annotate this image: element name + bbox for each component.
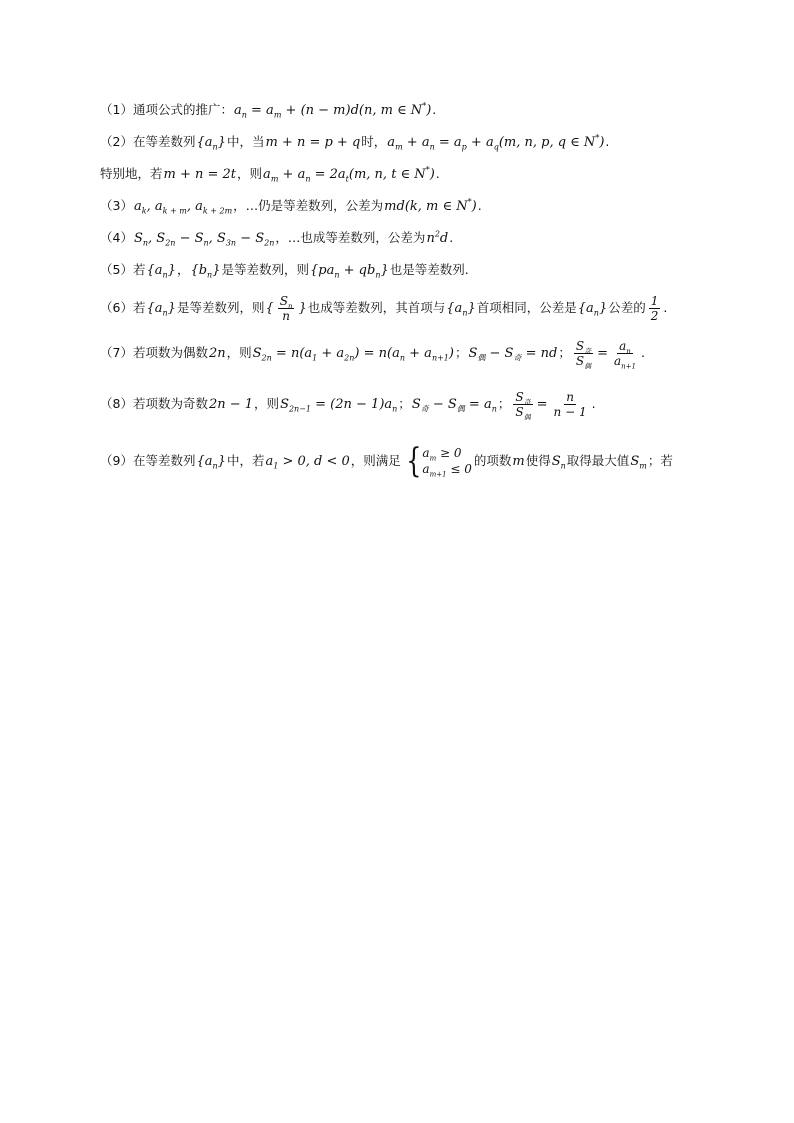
formula: $\{pa_n + qb_n\}$ <box>310 262 389 280</box>
formula: $a_m + a_n = 2a_t(m$, n, t ∈ N*) <box>263 165 435 184</box>
fraction-one-half: $\frac{1}{2}$ <box>650 293 659 323</box>
formula: $S_n$, $S_{2n} - S_n$, $S_{3n} - S_{2n}$ <box>133 230 275 248</box>
item-number: （8） <box>100 395 133 411</box>
formula: } <box>298 300 307 316</box>
formula: $\{a_n\}$ <box>146 262 176 280</box>
item-number: （2） <box>100 133 133 149</box>
fraction-sn-over-n: $\frac{S_n}{n}$ <box>279 293 293 323</box>
property-1: （1） 通项公式的推广： $a_n = a_m + (n - m)d(n$, m ∈ N*) . <box>100 101 437 120</box>
formula: md(k, m ∈ N*) <box>384 197 477 214</box>
formula: $S_{2n-1} = (2n - 1)a_n$ <box>280 396 398 414</box>
inequality-system: { $a_m \ge 0$ $a_{m+1} \le 0$ <box>406 441 472 481</box>
special-case: 特别地，若 m + n = 2t ，则 $a_m + a_n = 2a_t(m$, n, t ∈ N*) . <box>100 165 440 184</box>
fraction-an-over-an1: $\frac{a_n}{a_{n+1}}$ <box>613 338 636 370</box>
property-4: （4） $S_n$, $S_{2n} - S_n$, $S_{3n} - S_{2n}$ ，…也成等差数列，公差为 $n^2d$ . <box>100 229 454 248</box>
formula: m <box>512 453 525 469</box>
property-5: （5） 若 $\{a_n\}$ ， $\{b_n\}$ 是等差数列，则 $\{pa_n + qb_n\}$ 也是等差数列 . <box>100 261 469 280</box>
formula: $S_n$ <box>551 453 566 471</box>
item-number: （3） <box>100 197 133 213</box>
formula: $\{a_n\}$ <box>577 300 608 318</box>
formula: $n^2d$ <box>426 229 449 246</box>
formula: 2n − 1 <box>208 396 254 412</box>
item-number: （7） <box>100 344 133 360</box>
formula: $\{b_n\}$ <box>190 262 221 280</box>
item-number: （9） <box>100 452 133 468</box>
property-6: （6） 若 $\{a_n\}$ 是等差数列，则 { $\frac{S_n}{n}$ } 也成等差数列，其首项与 $\{a_n\}$ 首项相同，公差是 $\{a_n\}$ 公差的 $\frac{1}{2}$ . <box>100 293 668 323</box>
formula: $\{a_n\}$ <box>196 453 226 471</box>
property-2: （2） 在等差数列 $\{a_n\}$ 中，当 m + n = p + q 时， $a_m + a_n = a_p + a_q(m$, n, p, q ∈ N*) . <box>100 133 610 152</box>
formula: $S_{2n} = n(a_1 + a_{2n}) = n(a_n + a_{n+1})$ <box>252 345 454 363</box>
formula: m + n = 2t <box>163 166 237 182</box>
property-9: （9） 在等差数列 $\{a_n\}$ 中，若 $a_1 > 0$, d < 0 ，则满足 { $a_m \ge 0$ $a_{m+1} \le 0$ 的项数 m 使得 $S_n$ 取得最大值 $S_m$ ；若 <box>100 441 673 481</box>
formula: m + n = p + q <box>265 134 361 150</box>
formula: $\{a_n\}$ <box>446 300 476 318</box>
fraction-odd-over-even: $\frac{S_奇}{S_偶}$ <box>575 338 592 370</box>
formula: $\{a_n\}$ <box>146 300 176 318</box>
formula: $a_1 > 0$, d < 0 <box>265 453 350 471</box>
item-number: （1） <box>100 101 133 117</box>
item-number: （5） <box>100 261 133 277</box>
fraction-n-over-n-minus-1: $\frac{n}{n - 1}$ <box>553 389 587 419</box>
property-3: （3） $a_k$, $a_{k + m}$, $a_{k + 2m}$ ，…仍是等差数列，公差为 md(k, m ∈ N*) . <box>100 197 482 216</box>
formula: $S_m$ <box>630 453 647 471</box>
formula: $a_k$, $a_{k + m}$, $a_{k + 2m}$ <box>133 198 233 216</box>
property-7: （7） 若项数为偶数 2n ，则 $S_{2n} = n(a_1 + a_{2n}) = n(a_n + a_{n+1})$ ； $S_偶 - S_奇$ = nd ； $\frac{S_奇}{S_偶}$ = $\frac{a_n}{a_{n+1}}$ . <box>100 338 645 370</box>
item-number: （6） <box>100 299 133 315</box>
formula: $S_奇 - S_偶 = a_n$ <box>411 396 497 414</box>
formula: $a_m + a_n = a_p + a_q(m$, n, p, q ∈ N*) <box>387 133 605 152</box>
formula: $a_n = a_m + (n - m)d(n$, m ∈ N*) <box>233 101 432 120</box>
formula: $S_偶 - S_奇$ = nd <box>468 345 558 363</box>
item-number: （4） <box>100 229 133 245</box>
property-8: （8） 若项数为奇数 2n − 1 ，则 $S_{2n-1} = (2n - 1)a_n$ ； $S_奇 - S_偶 = a_n$ ； $\frac{S_奇}{S_偶}$ = $\frac{n}{n - 1}$ . <box>100 389 596 421</box>
formula: { <box>265 300 274 316</box>
formula: $\{a_n\}$ <box>196 134 226 152</box>
text: 通项公式的推广： <box>132 101 233 117</box>
fraction-odd-over-even: $\frac{S_奇}{S_偶}$ <box>515 389 531 421</box>
formula: 2n <box>208 345 226 361</box>
left-brace: { <box>406 441 422 481</box>
